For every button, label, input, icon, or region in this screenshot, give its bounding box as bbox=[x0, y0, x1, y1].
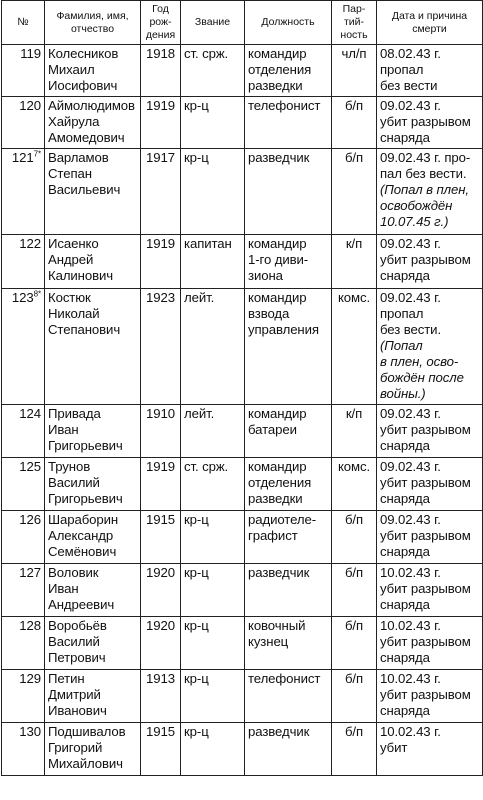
cell-line: без вести. bbox=[380, 322, 442, 337]
cell-party: б/п bbox=[332, 149, 377, 235]
table-row bbox=[2, 97, 483, 149]
cell-party: б/п bbox=[332, 511, 377, 564]
cell-line: взвода bbox=[248, 306, 290, 321]
cell-line: пропал bbox=[380, 62, 424, 77]
cell-line: снаряда bbox=[380, 650, 430, 665]
cell-line: командир bbox=[248, 406, 307, 421]
cell-line: снаряда bbox=[380, 268, 430, 283]
cell-line: Исаенко bbox=[48, 236, 99, 251]
table-row bbox=[2, 670, 483, 723]
cell-birth-year: 1918 bbox=[141, 45, 181, 97]
table-row bbox=[2, 149, 483, 235]
cell-line: Николай bbox=[48, 306, 100, 321]
cell-line: войны.) bbox=[380, 386, 426, 401]
cell-position bbox=[245, 511, 332, 564]
cell-birth-year: 1920 bbox=[141, 564, 181, 617]
cell-party: к/п bbox=[332, 235, 377, 289]
cell-line: убит разрывом bbox=[380, 581, 471, 596]
cell-party: б/п bbox=[332, 97, 377, 149]
cell-line: Григорьевич bbox=[48, 438, 123, 453]
cell-line: убит разрывом bbox=[380, 422, 471, 437]
cell-rank: кр-ц bbox=[181, 723, 245, 776]
cell-line: Аймолюдимов bbox=[48, 98, 135, 113]
record-number: 127 bbox=[19, 565, 41, 580]
cell-number bbox=[2, 617, 45, 670]
cell-line: 09.02.43 г. bbox=[380, 290, 441, 305]
header-num: № bbox=[2, 1, 45, 45]
cell-birth-year: 1913 bbox=[141, 670, 181, 723]
cell-position bbox=[245, 97, 332, 149]
cell-line: 09.02.43 г. bbox=[380, 98, 441, 113]
cell-party: к/п bbox=[332, 405, 377, 458]
cell-number bbox=[2, 149, 45, 235]
cell-number bbox=[2, 723, 45, 776]
cell-line: Петин bbox=[48, 671, 85, 686]
cell-number bbox=[2, 564, 45, 617]
cell-line: Воловик bbox=[48, 565, 99, 580]
cell-line: освобождён bbox=[380, 198, 453, 213]
cell-line: командир bbox=[248, 46, 307, 61]
cell-death-info bbox=[377, 405, 483, 458]
record-number: 123 bbox=[11, 290, 34, 305]
cell-line: разведки bbox=[248, 491, 303, 506]
cell-full-name bbox=[45, 149, 141, 235]
cell-line: 08.02.43 г. bbox=[380, 46, 441, 61]
cell-line: Колесников bbox=[48, 46, 119, 61]
table-row bbox=[2, 235, 483, 289]
cell-line: снаряда bbox=[380, 544, 430, 559]
cell-full-name bbox=[45, 458, 141, 511]
record-number: 126 bbox=[19, 512, 41, 527]
cell-party: комс. bbox=[332, 458, 377, 511]
cell-position bbox=[245, 617, 332, 670]
cell-position bbox=[245, 235, 332, 289]
cell-rank: ст. срж. bbox=[181, 45, 245, 97]
cell-line: Александр bbox=[48, 528, 114, 543]
cell-position bbox=[245, 405, 332, 458]
cell-party: б/п bbox=[332, 617, 377, 670]
cell-number bbox=[2, 45, 45, 97]
cell-line: Варламов bbox=[48, 150, 109, 165]
cell-position bbox=[245, 723, 332, 776]
cell-line: снаряда bbox=[380, 130, 430, 145]
cell-rank: кр-ц bbox=[181, 149, 245, 235]
record-number: 121 bbox=[11, 150, 34, 165]
record-number: 130 bbox=[19, 724, 41, 739]
cell-line: убит разрывом bbox=[380, 252, 471, 267]
cell-rank: капитан bbox=[181, 235, 245, 289]
cell-number bbox=[2, 289, 45, 405]
cell-line: Иосифович bbox=[48, 78, 118, 93]
cell-number bbox=[2, 458, 45, 511]
cell-line: 09.02.43 г. bbox=[380, 406, 441, 421]
cell-full-name bbox=[45, 617, 141, 670]
record-number: 128 bbox=[19, 618, 41, 633]
cell-number bbox=[2, 235, 45, 289]
cell-line: Иванович bbox=[48, 703, 107, 718]
cell-line: 10.07.45 г.) bbox=[380, 214, 449, 229]
cell-rank: кр-ц bbox=[181, 617, 245, 670]
record-number: 119 bbox=[20, 46, 41, 61]
table-row bbox=[2, 45, 483, 97]
cell-death-info bbox=[377, 97, 483, 149]
header-year: Год рож-дения bbox=[141, 1, 181, 45]
cell-line: Подшивалов bbox=[48, 724, 126, 739]
cell-rank: кр-ц bbox=[181, 97, 245, 149]
cell-line: убит bbox=[380, 740, 408, 755]
cell-party: б/п bbox=[332, 670, 377, 723]
cell-birth-year: 1923 bbox=[141, 289, 181, 405]
cell-line: убит разрывом bbox=[380, 114, 471, 129]
cell-position bbox=[245, 458, 332, 511]
record-number: 124 bbox=[19, 406, 41, 421]
cell-party: комс. bbox=[332, 289, 377, 405]
cell-line: 10.02.43 г. bbox=[380, 565, 441, 580]
cell-rank: кр-ц bbox=[181, 511, 245, 564]
cell-number bbox=[2, 97, 45, 149]
cell-birth-year: 1915 bbox=[141, 511, 181, 564]
cell-rank: лейт. bbox=[181, 405, 245, 458]
cell-birth-year: 1917 bbox=[141, 149, 181, 235]
cell-rank: кр-ц bbox=[181, 564, 245, 617]
cell-death-info bbox=[377, 458, 483, 511]
header-fate: Дата и причина смерти bbox=[377, 1, 483, 45]
cell-line: телефонист bbox=[248, 98, 321, 113]
cell-line: без вести bbox=[380, 78, 438, 93]
table-row bbox=[2, 405, 483, 458]
cell-line: Семёнович bbox=[48, 544, 117, 559]
cell-full-name bbox=[45, 405, 141, 458]
cell-position bbox=[245, 564, 332, 617]
table-row bbox=[2, 511, 483, 564]
cell-line: Дмитрий bbox=[48, 687, 101, 702]
header-name: Фамилия, имя, отчество bbox=[45, 1, 141, 45]
cell-death-info bbox=[377, 289, 483, 405]
cell-full-name bbox=[45, 97, 141, 149]
cell-death-info bbox=[377, 670, 483, 723]
cell-line: убит разрывом bbox=[380, 475, 471, 490]
cell-line: 10.02.43 г. bbox=[380, 671, 441, 686]
cell-full-name bbox=[45, 235, 141, 289]
cell-line: командир bbox=[248, 236, 307, 251]
table-row bbox=[2, 289, 483, 405]
record-number: 120 bbox=[19, 98, 41, 113]
cell-line: в плен, осво- bbox=[380, 354, 459, 369]
table-body bbox=[2, 45, 483, 776]
cell-line: пропал bbox=[380, 306, 424, 321]
cell-line: снаряда bbox=[380, 438, 430, 453]
record-number: 125 bbox=[19, 459, 41, 474]
header-party: Пар-тий-ность bbox=[332, 1, 377, 45]
cell-line: убит разрывом bbox=[380, 634, 471, 649]
cell-line: (Попал bbox=[380, 338, 423, 353]
cell-line: Калинович bbox=[48, 268, 114, 283]
table-row bbox=[2, 564, 483, 617]
record-number: 129 bbox=[19, 671, 41, 686]
cell-position bbox=[245, 289, 332, 405]
cell-line: командир bbox=[248, 459, 307, 474]
cell-line: бождён после bbox=[380, 370, 464, 385]
cell-line: Андреевич bbox=[48, 597, 115, 612]
cell-line: зиона bbox=[248, 268, 283, 283]
cell-line: 09.02.43 г. про- bbox=[380, 150, 471, 165]
cell-party: чл/п bbox=[332, 45, 377, 97]
cell-line: Воробьёв bbox=[48, 618, 107, 633]
cell-death-info bbox=[377, 149, 483, 235]
cell-birth-year: 1919 bbox=[141, 235, 181, 289]
cell-line: Андрей bbox=[48, 252, 94, 267]
cell-line: снаряда bbox=[380, 703, 430, 718]
cell-death-info bbox=[377, 723, 483, 776]
casualty-table bbox=[1, 0, 483, 776]
footnote-marker: 7* bbox=[33, 149, 41, 159]
cell-number bbox=[2, 511, 45, 564]
cell-line: Привада bbox=[48, 406, 101, 421]
cell-line: радиотеле- bbox=[248, 512, 316, 527]
cell-number bbox=[2, 670, 45, 723]
cell-line: Петрович bbox=[48, 650, 106, 665]
cell-position bbox=[245, 670, 332, 723]
cell-line: Степанович bbox=[48, 322, 121, 337]
cell-line: Григорий bbox=[48, 740, 103, 755]
cell-birth-year: 1919 bbox=[141, 97, 181, 149]
cell-birth-year: 1910 bbox=[141, 405, 181, 458]
cell-line: Иван bbox=[48, 422, 79, 437]
cell-death-info bbox=[377, 564, 483, 617]
cell-party: б/п bbox=[332, 564, 377, 617]
cell-line: Григорьевич bbox=[48, 491, 123, 506]
cell-line: убит разрывом bbox=[380, 687, 471, 702]
cell-full-name bbox=[45, 289, 141, 405]
cell-birth-year: 1920 bbox=[141, 617, 181, 670]
cell-line: убит разрывом bbox=[380, 528, 471, 543]
cell-line: Михаил bbox=[48, 62, 95, 77]
cell-line: управления bbox=[248, 322, 319, 337]
cell-full-name bbox=[45, 45, 141, 97]
footnote-marker: 8* bbox=[33, 289, 41, 299]
table-row bbox=[2, 458, 483, 511]
table-row bbox=[2, 723, 483, 776]
cell-line: Иван bbox=[48, 581, 79, 596]
cell-death-info bbox=[377, 617, 483, 670]
cell-birth-year: 1915 bbox=[141, 723, 181, 776]
cell-line: Васильевич bbox=[48, 182, 121, 197]
cell-line: командир bbox=[248, 290, 307, 305]
cell-line: Амомедович bbox=[48, 130, 125, 145]
cell-party: б/п bbox=[332, 723, 377, 776]
cell-rank: ст. срж. bbox=[181, 458, 245, 511]
cell-line: отделения bbox=[248, 475, 312, 490]
cell-line: Михайлович bbox=[48, 756, 123, 771]
cell-line: Василий bbox=[48, 634, 100, 649]
cell-line: разведчик bbox=[248, 150, 310, 165]
cell-line: 10.02.43 г. bbox=[380, 724, 441, 739]
cell-full-name bbox=[45, 564, 141, 617]
cell-number bbox=[2, 405, 45, 458]
cell-line: 1-го диви- bbox=[248, 252, 309, 267]
cell-full-name bbox=[45, 670, 141, 723]
cell-line: телефонист bbox=[248, 671, 321, 686]
cell-line: пал без вести. bbox=[380, 166, 467, 181]
cell-line: 09.02.43 г. bbox=[380, 459, 441, 474]
cell-death-info bbox=[377, 235, 483, 289]
cell-death-info bbox=[377, 45, 483, 97]
cell-line: Трунов bbox=[48, 459, 91, 474]
cell-line: кузнец bbox=[248, 634, 289, 649]
cell-line: ковочный bbox=[248, 618, 306, 633]
cell-line: графист bbox=[248, 528, 298, 543]
cell-line: 09.02.43 г. bbox=[380, 236, 441, 251]
cell-line: разведки bbox=[248, 78, 303, 93]
cell-line: батареи bbox=[248, 422, 297, 437]
cell-position bbox=[245, 45, 332, 97]
cell-rank: лейт. bbox=[181, 289, 245, 405]
cell-line: Василий bbox=[48, 475, 100, 490]
cell-death-info bbox=[377, 511, 483, 564]
cell-line: (Попал в плен, bbox=[380, 182, 469, 197]
cell-line: разведчик bbox=[248, 565, 310, 580]
cell-position bbox=[245, 149, 332, 235]
cell-birth-year: 1919 bbox=[141, 458, 181, 511]
record-number: 122 bbox=[19, 236, 41, 251]
table-row bbox=[2, 617, 483, 670]
cell-line: Шараборин bbox=[48, 512, 119, 527]
header-position: Должность bbox=[245, 1, 332, 45]
header-row bbox=[2, 1, 483, 45]
cell-line: 09.02.43 г. bbox=[380, 512, 441, 527]
header-rank: Звание bbox=[181, 1, 245, 45]
cell-line: разведчик bbox=[248, 724, 310, 739]
cell-line: 10.02.43 г. bbox=[380, 618, 441, 633]
cell-line: Костюк bbox=[48, 290, 91, 305]
cell-line: отделения bbox=[248, 62, 312, 77]
cell-full-name bbox=[45, 511, 141, 564]
cell-full-name bbox=[45, 723, 141, 776]
cell-line: снаряда bbox=[380, 597, 430, 612]
cell-rank: кр-ц bbox=[181, 670, 245, 723]
cell-line: Степан bbox=[48, 166, 92, 181]
cell-line: Хайрула bbox=[48, 114, 100, 129]
cell-line: снаряда bbox=[380, 491, 430, 506]
